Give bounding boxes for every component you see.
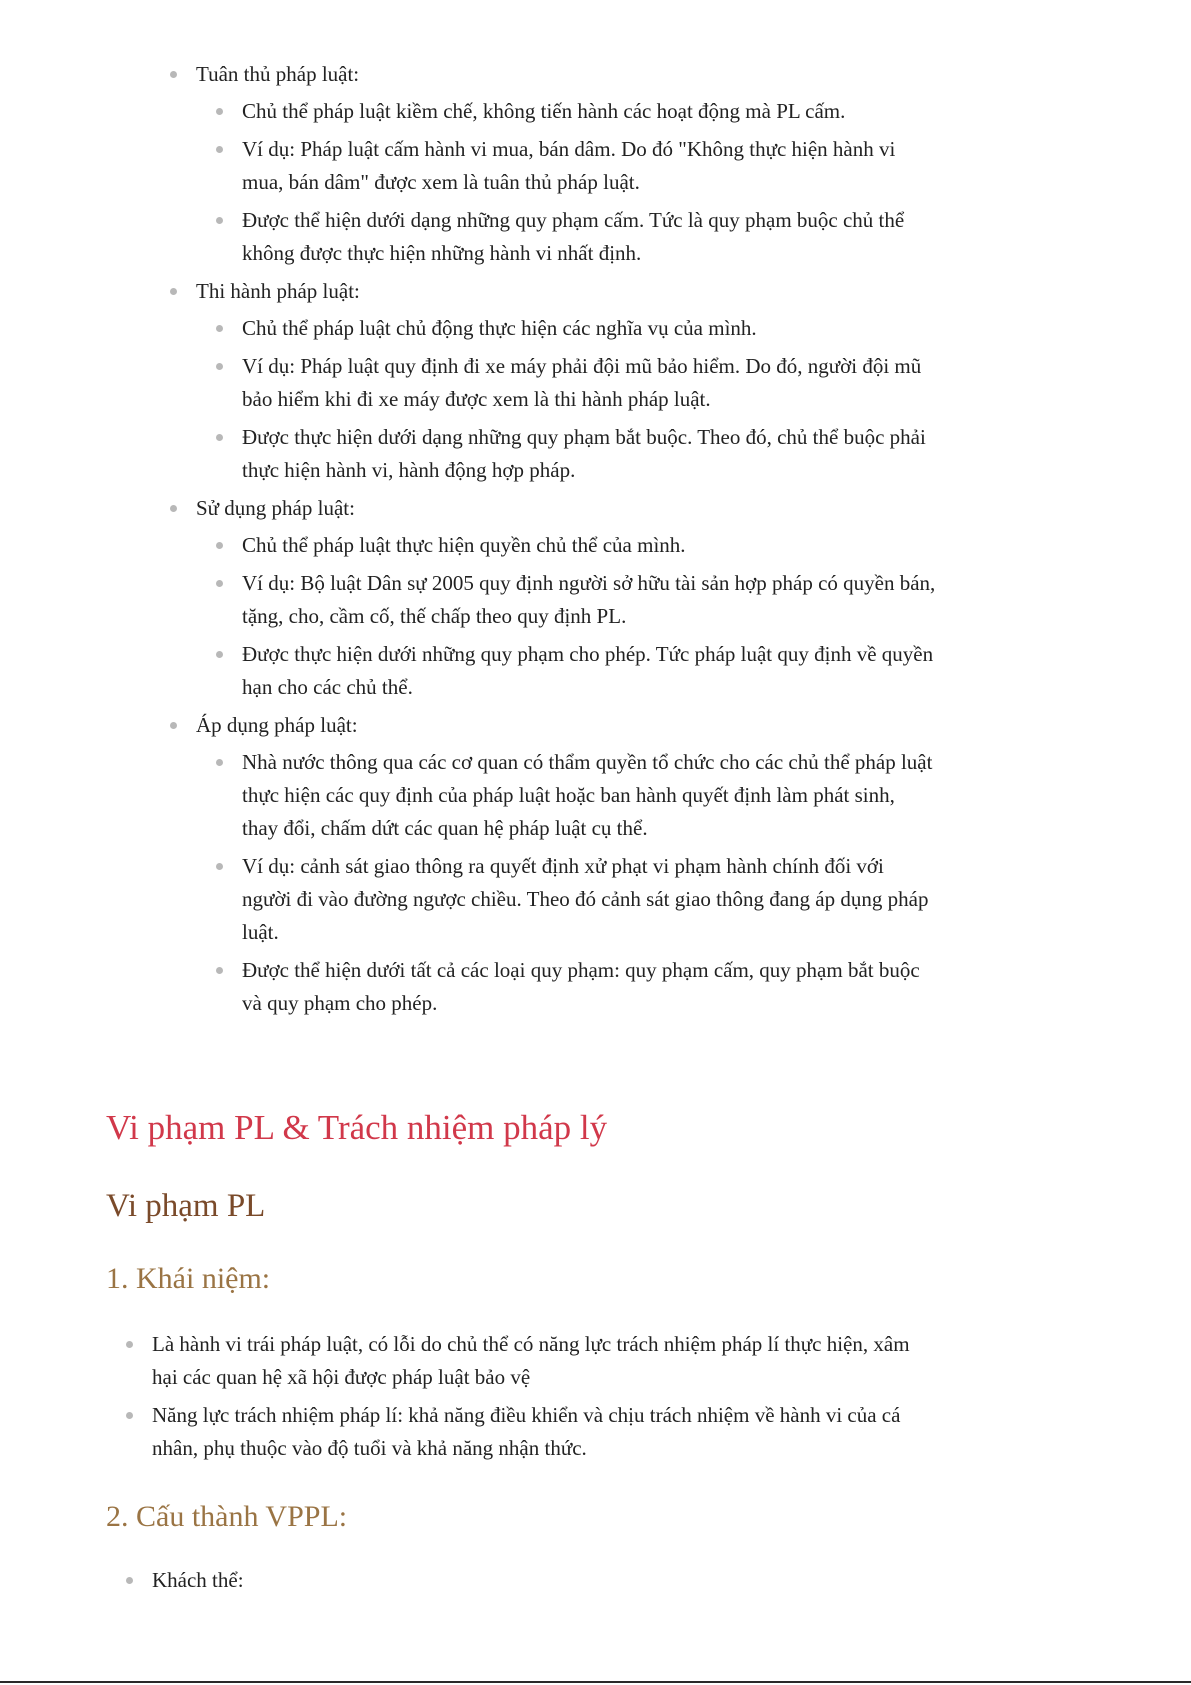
list-item xyxy=(152,1328,912,1394)
bullet-icon xyxy=(170,722,177,729)
list-item-label: Áp dụng pháp luật: xyxy=(196,713,358,737)
page-bottom-divider xyxy=(0,1681,1191,1683)
list-item-text: Được thực hiện dưới dạng những quy phạm bắt buộc. Theo đó, chủ thể buộc phải thực hiện hành vi, hành động hợp pháp. xyxy=(242,425,926,482)
list-item-text: Chủ thể pháp luật kiềm chế, không tiến hành các hoạt động mà PL cấm. xyxy=(242,99,846,123)
list-item-text: Được thể hiện dưới dạng những quy phạm cấm. Tức là quy phạm buộc chủ thể không được thực hiện những hành vi nhất định. xyxy=(242,208,905,265)
list-item-text: Chủ thể pháp luật thực hiện quyền chủ thể của mình. xyxy=(242,533,686,557)
bullet-icon xyxy=(216,434,223,441)
bullet-icon xyxy=(126,1577,133,1584)
list-item-label: Sử dụng pháp luật: xyxy=(196,496,355,520)
bullet-icon xyxy=(170,288,177,295)
bullet-icon xyxy=(216,651,223,658)
list-item-text: Ví dụ: Pháp luật quy định đi xe máy phải đội mũ bảo hiểm. Do đó, người đội mũ bảo hiểm khi đi xe máy được xem là thi hành pháp luật. xyxy=(242,354,922,411)
list-item xyxy=(242,954,936,1020)
list-item xyxy=(242,850,936,949)
list-item-text: Khách thể: xyxy=(152,1568,244,1592)
list-item xyxy=(242,312,936,345)
list-item xyxy=(196,275,936,487)
bullet-icon xyxy=(126,1341,133,1348)
list-item xyxy=(242,567,936,633)
bullet-icon xyxy=(126,1412,133,1419)
list-item xyxy=(196,492,936,704)
law-implementation-list xyxy=(196,58,936,1025)
list-item xyxy=(242,204,936,270)
list-item xyxy=(242,133,936,199)
structure-heading: 2. Cấu thành VPPL: xyxy=(106,1500,348,1533)
section-heading-main: Vi phạm PL & Trách nhiệm pháp lý xyxy=(106,1108,608,1147)
bullet-icon xyxy=(216,325,223,332)
list-item xyxy=(196,58,936,270)
list-item xyxy=(152,1399,912,1465)
list-item-text: Chủ thể pháp luật chủ động thực hiện các nghĩa vụ của mình. xyxy=(242,316,757,340)
list-item-text: Ví dụ: Pháp luật cấm hành vi mua, bán dâm. Do đó "Không thực hiện hành vi mua, bán dâm" được xem là tuân thủ pháp luật. xyxy=(242,137,896,194)
list-item xyxy=(242,350,936,416)
bullet-icon xyxy=(170,71,177,78)
list-item-text: Nhà nước thông qua các cơ quan có thẩm quyền tổ chức cho các chủ thể pháp luật thực hiện các quy định của pháp luật hoặc ban hành quyết định làm phát sinh, thay đổi, chấm dứt các quan hệ pháp luật cụ thể. xyxy=(242,750,933,840)
bullet-icon xyxy=(216,863,223,870)
list-item-label: Tuân thủ pháp luật: xyxy=(196,62,360,86)
sub-list xyxy=(196,529,936,704)
list-item xyxy=(242,421,936,487)
bullet-icon xyxy=(216,580,223,587)
sub-list xyxy=(196,746,936,1020)
bullet-icon xyxy=(216,217,223,224)
concept-heading: 1. Khái niệm: xyxy=(106,1262,271,1295)
bullet-icon xyxy=(216,542,223,549)
list-item xyxy=(152,1564,912,1597)
sub-list xyxy=(196,312,936,487)
bullet-icon xyxy=(216,759,223,766)
list-item-text: Năng lực trách nhiệm pháp lí: khả năng điều khiển và chịu trách nhiệm về hành vi của cá nhân, phụ thuộc vào độ tuổi và khả năng nhận thức. xyxy=(152,1403,901,1460)
structure-list xyxy=(152,1564,912,1602)
list-item-text: Ví dụ: Bộ luật Dân sự 2005 quy định người sở hữu tài sản hợp pháp có quyền bán, tặng, cho, cầm cố, thế chấp theo quy định PL. xyxy=(242,571,936,628)
list-item xyxy=(242,95,936,128)
sub-list xyxy=(196,95,936,270)
list-item xyxy=(242,529,936,562)
section-heading-sub: Vi phạm PL xyxy=(106,1188,266,1224)
bullet-icon xyxy=(216,363,223,370)
list-item xyxy=(242,746,936,845)
concept-list xyxy=(152,1328,912,1470)
list-item-label: Thi hành pháp luật: xyxy=(196,279,360,303)
list-item-text: Là hành vi trái pháp luật, có lỗi do chủ thể có năng lực trách nhiệm pháp lí thực hiện, xâm hại các quan hệ xã hội được pháp luật bảo vệ xyxy=(152,1332,910,1389)
list-item-text: Được thực hiện dưới những quy phạm cho phép. Tức pháp luật quy định về quyền hạn cho các chủ thể. xyxy=(242,642,934,699)
list-item xyxy=(196,709,936,1020)
bullet-icon xyxy=(216,967,223,974)
bullet-icon xyxy=(216,146,223,153)
bullet-icon xyxy=(170,505,177,512)
list-item xyxy=(242,638,936,704)
list-item-text: Ví dụ: cảnh sát giao thông ra quyết định xử phạt vi phạm hành chính đối với người đi vào đường ngược chiều. Theo đó cảnh sát giao thông đang áp dụng pháp luật. xyxy=(242,854,929,944)
bullet-icon xyxy=(216,108,223,115)
list-item-text: Được thể hiện dưới tất cả các loại quy phạm: quy phạm cấm, quy phạm bắt buộc và quy phạm cho phép. xyxy=(242,958,920,1015)
